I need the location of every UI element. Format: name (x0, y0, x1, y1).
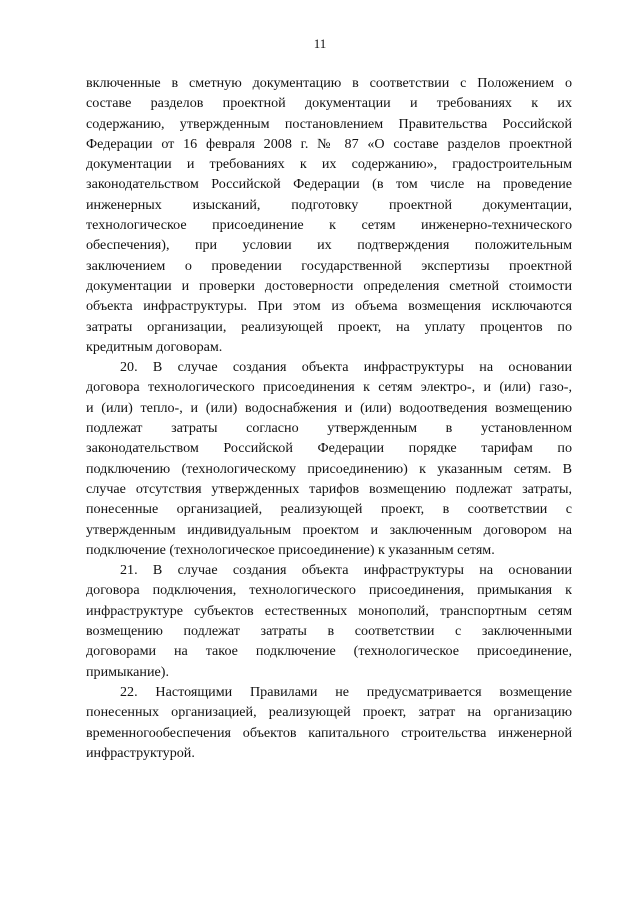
text-line: инфраструктурой. (86, 744, 195, 761)
text-line: случае отсутствия утвержденных тарифов возмещению подлежат затраты, (86, 480, 572, 497)
paragraph-first-line: 22. Настоящими Правилами не предусматривается возмещение (120, 683, 572, 700)
text-line: включенные в сметную документацию в соответствии с Положением о (86, 75, 572, 91)
text-line: законодательством Российской Федерации (в том числе на проведение (86, 176, 572, 193)
document-body (86, 73, 572, 763)
text-line: подключению (технологическому присоединению) к указанным сетям. В (86, 460, 572, 477)
text-line: инфраструктуре субъектов естественных монополий, транспортным сетям (86, 602, 572, 619)
text-line: составе разделов проектной документации и требованиях к их (86, 95, 572, 112)
text-line: документации и требованиях к их содержанию», градостроительным (86, 156, 572, 173)
text-line: понесенные организацией, реализующей проект, в соответствии с (86, 501, 572, 518)
text-line: инженерных изысканий, подготовку проектной документации, (86, 196, 572, 213)
text-line: объекта инфраструктуры. При этом из объема возмещения исключаются (86, 298, 572, 315)
text-line: договора подключения, технологического присоединения, примыкания к (86, 582, 572, 599)
text-line: и (или) тепло-, и (или) водоснабжения и (или) водоотведения возмещению (86, 399, 572, 416)
text-line: возмещению подлежат затраты в соответствии с заключенными (86, 623, 572, 640)
text-line: понесенных организацией, реализующей проект, затрат на организацию (86, 704, 572, 721)
text-line: обеспечения), при условии их подтверждения положительным (86, 237, 572, 254)
text-line: заключением о проведении государственной экспертизы проектной (86, 257, 572, 274)
text-line: содержанию, утвержденным постановлением Правительства Российской (86, 115, 572, 132)
text-line: временногообеспечения объектов капитального строительства инженерной (86, 724, 572, 741)
paragraph-first-line: 20. В случае создания объекта инфраструктуры на основании (120, 359, 572, 376)
text-line: утвержденным индивидуальным проектом и заключенным договором на (86, 521, 572, 538)
text-line: подлежат затраты согласно утвержденным в установленном (86, 420, 572, 437)
text-line: кредитным договорам. (86, 338, 223, 355)
text-line: документации и проверки достоверности определения сметной стоимости (86, 277, 572, 294)
text-line: договора технологического присоединения к сетям электро-, и (или) газо-, (86, 379, 572, 396)
text-line: законодательством Российской Федерации порядке тарифам по (86, 440, 572, 457)
text-line: Федерации от 16 февраля 2008 г. № 87 «О составе разделов проектной (86, 135, 572, 152)
text-line: договорами на такое подключение (технологическое присоединение, (86, 643, 572, 660)
paragraph-first-line: 21. В случае создания объекта инфраструктуры на основании (120, 562, 572, 579)
text-line: подключение (технологическое присоединение) к указанным сетям. (86, 541, 495, 558)
text-line: примыкание). (86, 663, 169, 680)
text-line: технологическое присоединение к сетям инженерно-технического (86, 217, 572, 234)
text-line: затраты организации, реализующей проект, на уплату процентов по (86, 318, 572, 335)
page-number: 11 (313, 36, 327, 51)
